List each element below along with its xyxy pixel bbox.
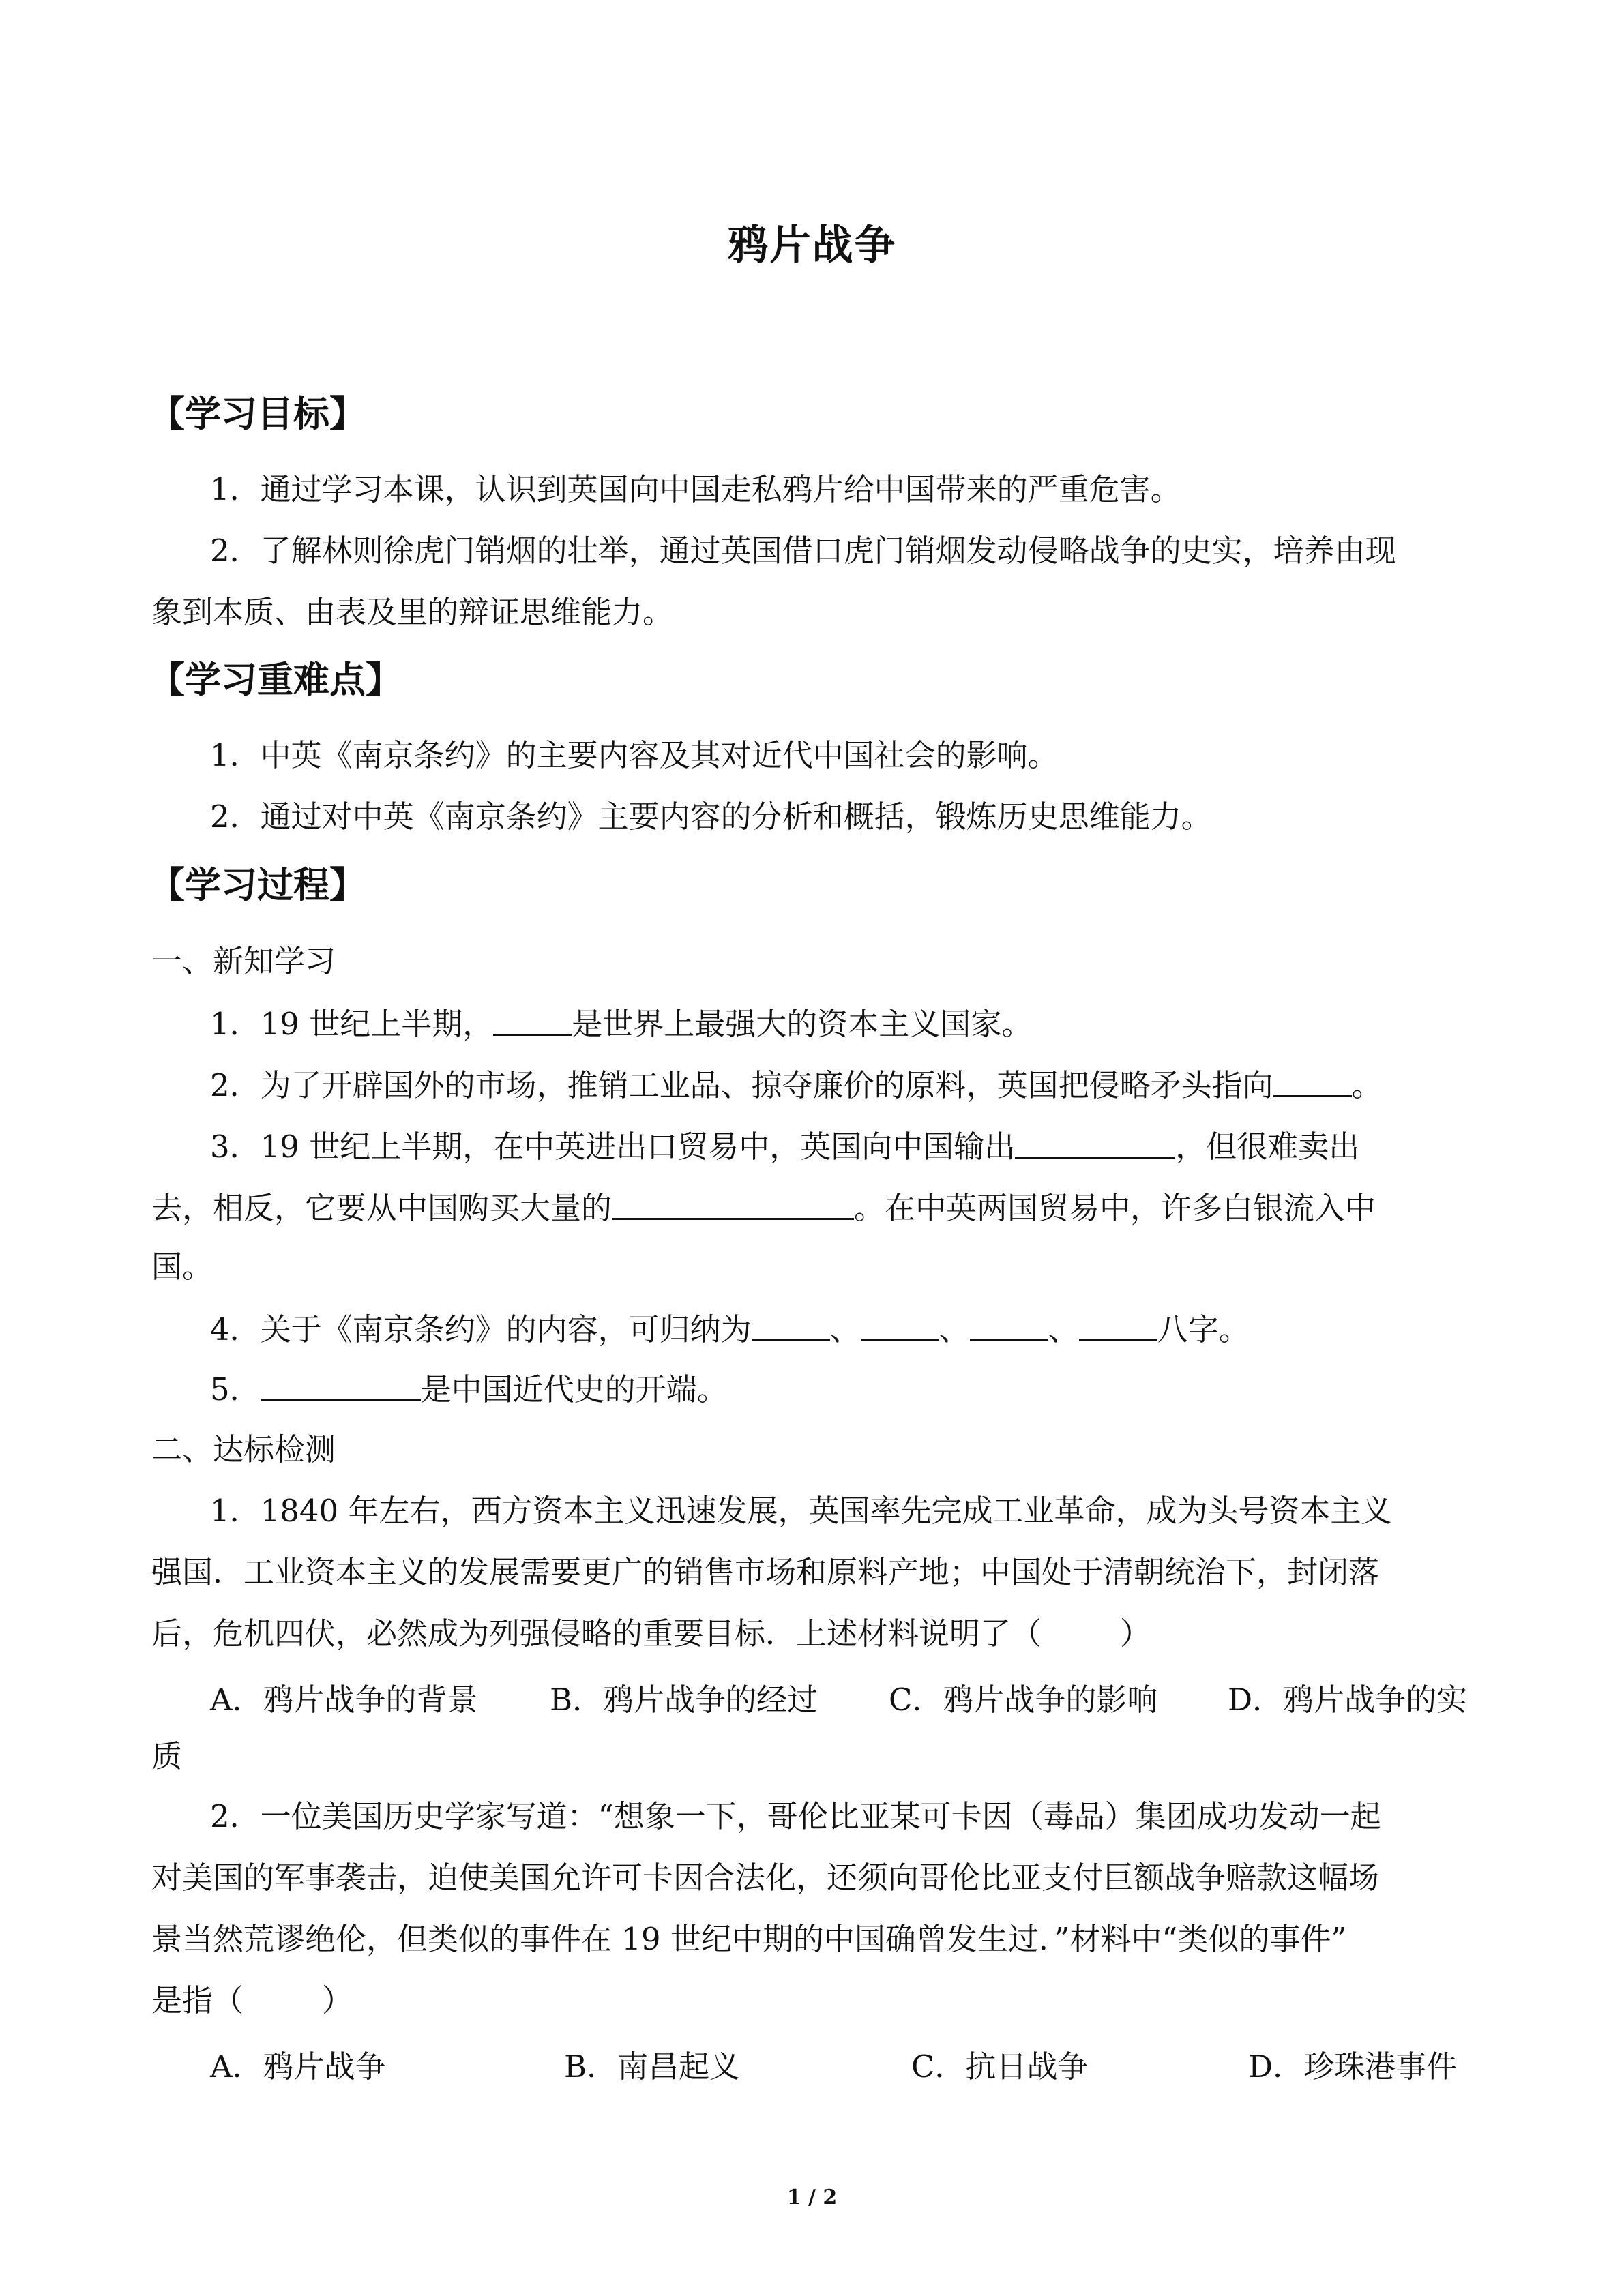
q4-sep: 、 <box>939 1311 970 1347</box>
part1-question-3-line3: 国。 <box>151 1249 213 1285</box>
q3-text-l1-after: ，但很难卖出 <box>1175 1129 1360 1165</box>
part1-question-5 <box>210 1368 728 1410</box>
section-heading-goals: 【学习目标】 <box>149 393 366 435</box>
part1-question-3-line1 <box>210 1125 1359 1167</box>
answer-blank <box>493 1002 572 1036</box>
part1-label: 一、新知学习 <box>151 943 336 979</box>
answer-blank <box>261 1368 421 1401</box>
part2-q1-line2: 强国．工业资本主义的发展需要更广的销售市场和原料产地；中国处于清朝统治下，封闭落 <box>151 1554 1380 1590</box>
part2-q2-line1: 2．一位美国历史学家写道：“想象一下，哥伦比亚某可卡因（毒品）集团成功发动一起 <box>210 1798 1381 1834</box>
part2-q1-option-d: D．鸦片战争的实 <box>1228 1682 1468 1718</box>
answer-blank <box>752 1308 830 1341</box>
q2-text-after: 。 <box>1351 1067 1383 1103</box>
q4-sep: 、 <box>1048 1311 1079 1347</box>
q1-text-before: 1．19 世纪上半期， <box>210 1006 494 1042</box>
answer-blank <box>612 1187 854 1220</box>
goal-item-1: 1．通过学习本课，认识到英国向中国走私鸦片给中国带来的严重危害。 <box>210 471 1181 507</box>
part2-q2-option-d: D．珍珠港事件 <box>1248 2048 1458 2085</box>
part2-q1-option-a: A．鸦片战争的背景 <box>210 1682 478 1718</box>
part2-q2-line4 <box>151 1980 353 2021</box>
part2-label: 二、达标检测 <box>151 1431 336 1467</box>
q2-stem-end: 是指（ <box>151 1982 244 2018</box>
part2-q2-line3: 景当然荒谬绝伦，但类似的事件在 19 世纪中期的中国确曾发生过．”材料中“类似的事件” <box>151 1921 1347 1957</box>
q3-text-l2-after: 。在中英两国贸易中，许多白银流入中 <box>854 1190 1376 1226</box>
q5-text-before: 5． <box>210 1371 261 1407</box>
part2-q1-option-c: C．鸦片战争的影响 <box>889 1682 1158 1718</box>
key-point-item-2: 2．通过对中英《南京条约》主要内容的分析和概括，锻炼历史思维能力。 <box>210 799 1212 835</box>
q2-text-before: 2．为了开辟国外的市场，推销工业品、掠夺廉价的原料，英国把侵略矛头指向 <box>210 1067 1273 1103</box>
part2-q2-option-a: A．鸦片战争 <box>210 2048 386 2085</box>
answer-blank <box>1079 1308 1157 1341</box>
part1-question-3-line2 <box>151 1187 1376 1229</box>
q1-stem-end: 后，危机四伏，必然成为列强侵略的重要目标．上述材料说明了（ <box>151 1615 1042 1652</box>
part2-q1-line1: 1．1840 年左右，西方资本主义迅速发展，英国率先完成工业革命，成为头号资本主义 <box>210 1493 1392 1529</box>
section-heading-process: 【学习过程】 <box>149 865 366 906</box>
page-title: 鸦片战争 <box>727 222 897 269</box>
part2-q1-line3 <box>151 1613 1151 1654</box>
q3-text-l2-before: 去，相反，它要从中国购买大量的 <box>151 1190 612 1226</box>
q4-sep: 、 <box>829 1311 861 1347</box>
q2-paren-close: ） <box>322 1982 353 2018</box>
q1-text-after: 是世界上最强大的资本主义国家。 <box>572 1006 1033 1042</box>
answer-blank <box>1015 1125 1175 1159</box>
goal-item-2-cont: 象到本质、由表及里的辩证思维能力。 <box>151 594 674 630</box>
part1-question-1 <box>210 1002 1032 1045</box>
q1-paren-close: ） <box>1120 1615 1151 1652</box>
q4-text-after: 八字。 <box>1157 1311 1250 1347</box>
section-heading-key-points: 【学习重难点】 <box>149 659 402 701</box>
answer-blank <box>861 1308 939 1341</box>
q4-text-before: 4．关于《南京条约》的内容，可归纳为 <box>210 1311 752 1347</box>
part2-q2-option-c: C．抗日战争 <box>911 2048 1089 2085</box>
part1-question-4 <box>210 1308 1250 1350</box>
answer-blank <box>970 1308 1048 1341</box>
part2-q1-option-b: B．鸦片战争的经过 <box>550 1682 818 1718</box>
goal-item-2: 2．了解林则徐虎门销烟的壮举，通过英国借口虎门销烟发动侵略战争的史实，培养由现 <box>210 533 1396 569</box>
answer-blank <box>1273 1064 1352 1097</box>
page-number: 1 / 2 <box>786 2186 838 2209</box>
q5-text-after: 是中国近代史的开端。 <box>420 1371 728 1407</box>
part2-q2-option-b: B．南昌起义 <box>564 2048 741 2085</box>
part2-q2-line2: 对美国的军事袭击，迫使美国允许可卡因合法化，还须向哥伦比亚支付巨额战争赔款这幅场 <box>151 1860 1380 1896</box>
part1-question-2 <box>210 1064 1383 1106</box>
q3-text-l1-before: 3．19 世纪上半期，在中英进出口贸易中，英国向中国输出 <box>210 1129 1016 1165</box>
part2-q1-option-d-wrap: 质 <box>151 1738 183 1774</box>
key-point-item-1: 1．中英《南京条约》的主要内容及其对近代中国社会的影响。 <box>210 737 1059 773</box>
